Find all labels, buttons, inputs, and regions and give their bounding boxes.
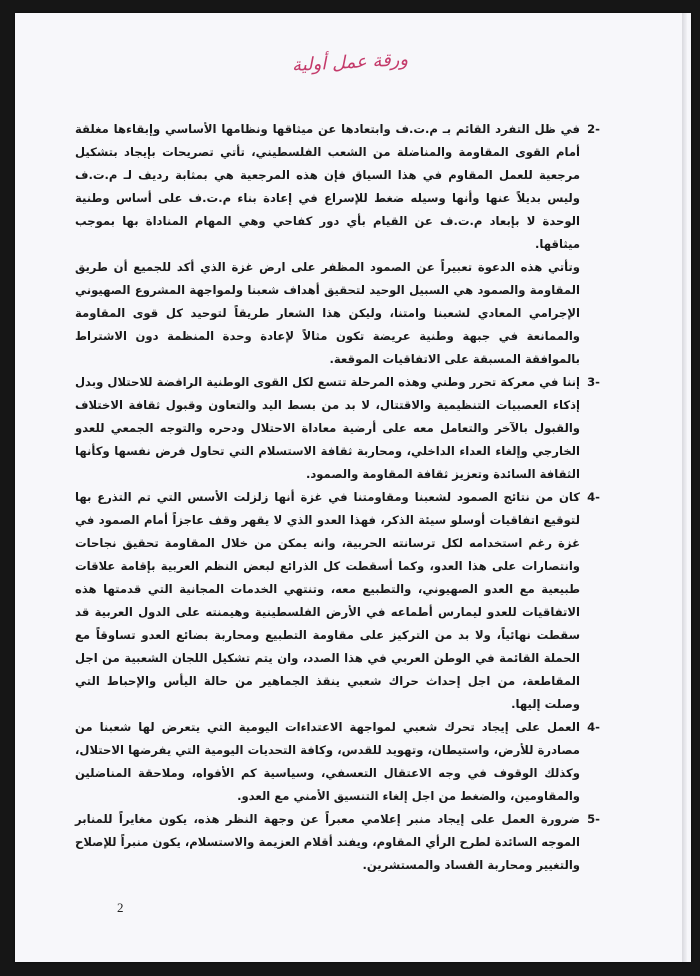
paragraph-text: وتأتي هذه الدعوة تعبيراً عن الصمود المظفر على ارض غزة الذي أكد للجميع أن طريق المقاومة والصمود هي السبيل الوحيد لتحقيق أهداف شعبنا ولمواجهة المشروع الصهيوني الإجرامي المعادي لشعبنا وامتنا، وليكن هذا الشعار طريقاً لتوحيد كل قوى المقاومة والممانعة في جبهة وطنية عريضة تكون مثالاً لإعادة وحدة المنظمة دون الاشتراط بالموافقة المسبقة على الاتفاقيات الموقعة. xyxy=(75,260,580,366)
page-number: 2 xyxy=(117,900,124,915)
paragraph-number: 5- xyxy=(587,812,600,826)
paragraph-text: ضرورة العمل على إيجاد منبر إعلامي معبراً عن وجهة النظر هذه، يكون مغايراً للمنابر الموجه السائدة لطرح الرأي المقاوم، ويفند أقلام العزيمة والاستسلام، يكون منبراً للإصلاح والتغيير ومحاربة الفساد والمستشرين. xyxy=(75,812,580,872)
page-edge xyxy=(682,13,687,962)
handwritten-title-note: ورقة عمل أولية xyxy=(291,48,409,77)
paragraph-item-5 xyxy=(75,808,600,877)
paragraph-item-3 xyxy=(75,371,600,486)
paragraph-number: 4- xyxy=(587,490,600,504)
paragraph-text: في ظل التفرد القائم بـ م.ت.ف وابتعادها عن ميثاقها ونظامها الأساسي وإبقاءها مغلقة أمام القوى المقاومة والمناضلة من الشعب الفلسطيني، تأتي تصريحات بإيجاد بتشكيل مرجعية للعمل المقاوم في هذا السياق فإن هذه المرجعية هي بمثابة رديف لـ م.ت.ف وليس بديلاً عنها وأنها وسيله ضغط للإسراع في إعادة بناء م.ت.ف على أساس وطنية الوحدة لا بإبعاد م.ت.ف عن القيام بأي دور كفاحي وهي المهام المناداة بها بموجب ميثاقها. xyxy=(75,122,580,251)
paragraph-item-2 xyxy=(75,118,600,256)
paragraph-number: 3- xyxy=(587,375,600,389)
paragraph-text: العمل على إيجاد تحرك شعبي لمواجهة الاعتداءات اليومية التي يتعرض لها شعبنا من مصادرة للأرض، واستيطان، وتهويد للقدس، وكافة التحديات اليومية التي يفرضها الاحتلال، وكذلك الوقوف في وجه الاعتقال التعسفي، وسياسية كم الأفواه، وملاحقة المناضلين والمقاومين، والضغط من اجل إلغاء التنسيق الأمني مع العدو. xyxy=(75,720,580,803)
paragraph-continuation xyxy=(75,256,580,371)
paragraph-text: كان من نتائج الصمود لشعبنا ومقاومتنا في غزة أنها زلزلت الأسس التي تم التذرع بها لتوقيع اتفاقيات أوسلو سيئة الذكر، فهذا العدو الذي لا يقهر وقف عاجزاً أمام الصمود في غزة رغم استخدامه لكل ترسانته الحربية، وانه يمكن من خلال المقاومة تحقيق نجاحات وانتصارات على هذا العدو، وكما أسقطت كل الذرائع لبعض النظم العربية بإقامة علاقات طبيعية مع العدو الصهيوني، والتطبيع معه، وتنتهي الخدمات المجانية التي قدمتها هذه الاتفاقيات للعدو ليمارس أطماعه في الأرض الفلسطينية وهيمنته على الدول العربية قد سقطت نهائياً، ولا بد من التركيز على مقاومة التطبيع ومحاربة بضائع العدو تساوقاً مع الحملة القائمة في الوطن العربي في هذا الصدد، وان يتم تشكيل اللجان الشعبية من اجل المقاطعة، من اجل إحداث حراك شعبي ينقذ الجماهير من حالة اليأس والإحباط التي وصلت إليها. xyxy=(75,490,580,711)
document-body xyxy=(75,118,600,877)
paragraph-number: 2- xyxy=(587,122,600,136)
paragraph-number: 4- xyxy=(587,720,600,734)
paragraph-item-4a xyxy=(75,486,600,716)
paragraph-item-4b xyxy=(75,716,600,808)
paragraph-text: إننا في معركة تحرر وطني وهذه المرحلة تتسع لكل القوى الوطنية الرافضة للاحتلال وبدل إذكاء العصبيات التنظيمية والاقتتال، لا بد من بسط اليد والتعاون وقبول ثقافة الاختلاف والقبول بالآخر والتعامل معه على أرضية معاداة الاحتلال ودحره والتوجه الجمعي للعدو الخارجي وإلغاء العداء الداخلي، ومحاربة ثقافة الاستسلام التي تحاول فرض نفسها وكأنها الثقافة السائدة وتعزيز ثقافة المقاومة والصمود. xyxy=(75,375,580,481)
